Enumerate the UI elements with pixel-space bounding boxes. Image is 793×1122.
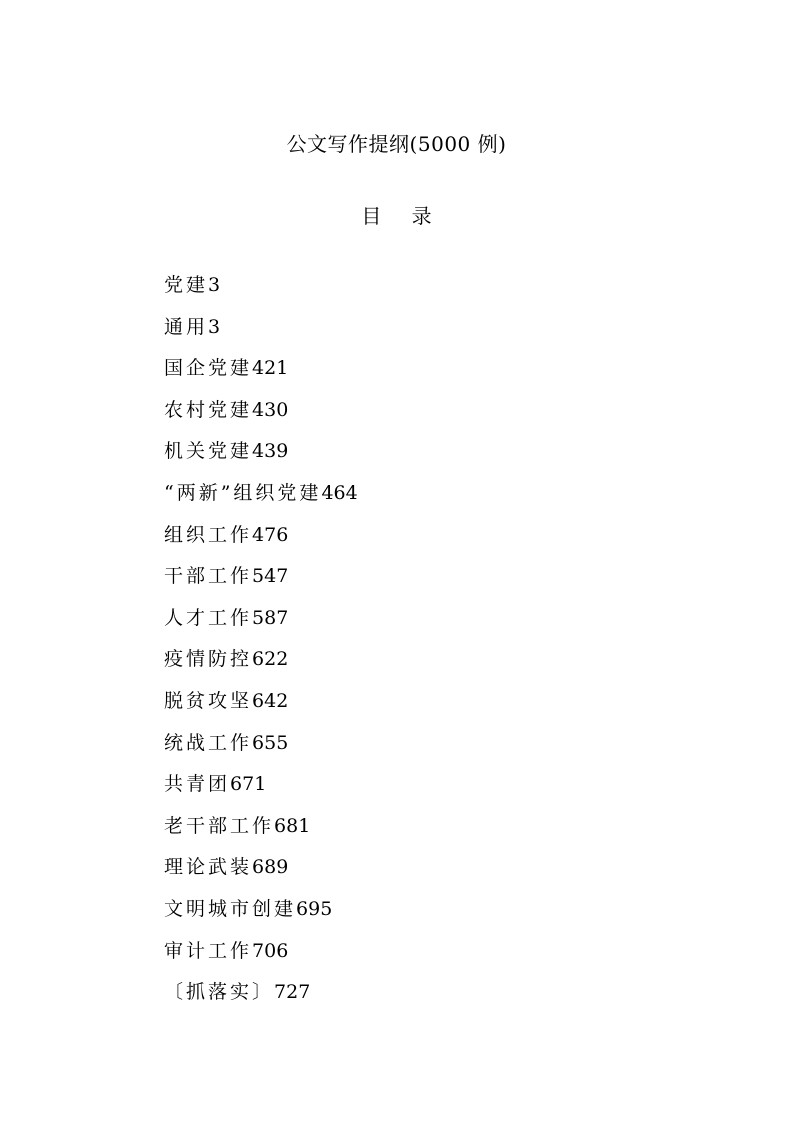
toc-entry-label: 〔抓落实〕 [164,981,275,1004]
toc-list [164,270,664,1019]
toc-entry-page: 3 [208,274,221,296]
toc-entry[interactable] [164,894,664,936]
toc-entry-label: 人才工作 [164,606,253,629]
toc-entry-page: 706 [252,939,289,962]
document-title: 公文写作提纲(5000 例) [286,132,507,156]
toc-entry[interactable] [164,686,664,728]
toc-entry[interactable] [164,561,664,603]
toc-entry[interactable] [164,520,664,562]
toc-entry-label: 文明城市创建 [164,897,297,920]
toc-entry-label: 共青团 [164,773,231,796]
toc-entry-page: 655 [252,731,289,754]
toc-entry-page: 642 [252,689,289,712]
toc-entry-label: 干部工作 [164,565,253,588]
toc-entry-label: 机关党建 [164,440,253,463]
toc-entry[interactable] [164,353,664,395]
toc-entry-page: 547 [252,565,289,588]
toc-entry-label: 农村党建 [164,398,253,421]
toc-entry[interactable] [164,852,664,894]
toc-entry[interactable] [164,270,664,312]
toc-entry-page: 671 [230,773,267,796]
toc-entry-page: 430 [252,398,289,421]
toc-heading: 目 录 [361,204,444,228]
toc-entry-page: 689 [252,856,289,879]
toc-entry-page: 727 [274,981,311,1004]
toc-entry[interactable] [164,769,664,811]
toc-entry[interactable] [164,977,664,1019]
toc-entry[interactable] [164,395,664,437]
toc-entry-label: 老干部工作 [164,814,275,837]
toc-entry-label: 疫情防控 [164,648,253,671]
toc-entry[interactable] [164,312,664,354]
toc-entry-page: 587 [252,606,289,629]
toc-entry[interactable] [164,436,664,478]
toc-entry[interactable] [164,603,664,645]
toc-entry-label: 脱贫攻坚 [164,689,253,712]
toc-entry-label: 组织工作 [164,523,253,546]
toc-entry-page: 681 [274,814,311,837]
toc-entry-page: 3 [208,315,221,338]
toc-entry-page: 695 [296,897,333,920]
toc-entry[interactable] [164,728,664,770]
toc-entry[interactable] [164,936,664,978]
toc-entry[interactable] [164,478,664,520]
toc-entry-label: 理论武装 [164,856,253,879]
toc-entry-label: 通用 [164,315,209,338]
toc-entry-page: 421 [252,357,289,380]
toc-entry-label: “两新”组织党建 [164,481,322,504]
toc-entry-label: 审计工作 [164,939,253,962]
toc-entry-label: 国企党建 [164,357,253,380]
toc-entry-page: 476 [252,523,289,546]
toc-entry-page: 622 [252,648,289,671]
toc-entry[interactable] [164,644,664,686]
toc-entry-label: 党建 [164,274,209,296]
toc-entry-page: 439 [252,440,289,463]
toc-entry-label: 统战工作 [164,731,253,754]
toc-entry-page: 464 [321,481,358,504]
toc-entry[interactable] [164,811,664,853]
